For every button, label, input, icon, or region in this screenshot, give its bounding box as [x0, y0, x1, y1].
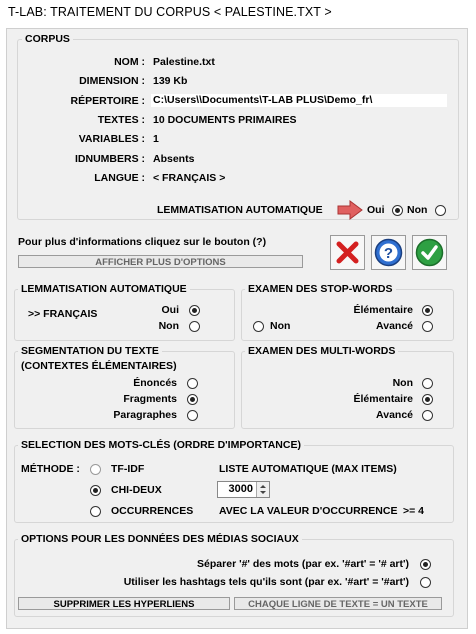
corpus-directory-label: RÉPERTOIRE :: [70, 95, 145, 107]
svg-text:?: ?: [383, 245, 394, 262]
method-occurrences-label: OCCURRENCES: [111, 505, 194, 517]
corpus-dimension-label: DIMENSION :: [79, 75, 145, 87]
corpus-language-label: LANGUE :: [94, 172, 145, 184]
info-text: Pour plus d'informations cliquez sur le bouton (?): [18, 236, 267, 248]
stepper-buttons[interactable]: [256, 482, 269, 497]
segmentation-enonces-label: Énoncés: [133, 377, 177, 389]
segmentation-fragments-label: Fragments: [123, 393, 177, 405]
multiwords-elementaire-label: Élémentaire: [353, 393, 413, 405]
segmentation-enonces-radio[interactable]: [187, 378, 198, 389]
stepper-arrows-icon: [257, 482, 269, 497]
segmentation-paragraphes-radio[interactable]: [187, 410, 198, 421]
lemmatisation-top-non-label: Non: [407, 204, 428, 216]
corpus-directory-field: C:\Users\\Documents\T-LAB PLUS\Demo_fr\: [151, 94, 447, 107]
corpus-variables-value: 1: [153, 133, 159, 145]
lemmatisation-oui-radio[interactable]: [189, 305, 200, 316]
stopwords-elementaire-radio[interactable]: [422, 305, 433, 316]
stopwords-legend: EXAMEN DES STOP-WORDS: [245, 283, 396, 295]
multiwords-elementaire-radio[interactable]: [422, 394, 433, 405]
stopwords-avance-radio[interactable]: [422, 321, 433, 332]
window-title: T-LAB: TRAITEMENT DU CORPUS < PALESTINE.TXT >: [8, 5, 332, 19]
stopwords-non-radio[interactable]: [253, 321, 264, 332]
method-tfidf-label: TF-IDF: [111, 463, 145, 475]
line-as-text-button[interactable]: CHAQUE LIGNE DE TEXTE = UN TEXTE: [234, 597, 442, 610]
social-legend: OPTIONS POUR LES DONNÉES DES MÉDIAS SOCIAUX: [18, 533, 302, 545]
multiwords-legend: EXAMEN DES MULTI-WORDS: [245, 345, 398, 357]
lemmatisation-top-oui-radio[interactable]: [392, 205, 403, 216]
cancel-button[interactable]: [330, 235, 365, 270]
method-chideux-label: CHI-DEUX: [111, 484, 162, 496]
lemmatisation-non-radio[interactable]: [189, 321, 200, 332]
corpus-texts-value: 10 DOCUMENTS PRIMAIRES: [153, 114, 297, 126]
corpus-name-value: Palestine.txt: [153, 56, 215, 68]
max-items-label: LISTE AUTOMATIQUE (MAX ITEMS): [219, 463, 397, 475]
max-items-stepper[interactable]: [217, 481, 270, 498]
social-option2-radio[interactable]: [420, 577, 431, 588]
social-option1-label: Séparer '#' des mots (par ex. '#art' = '# art'): [197, 558, 409, 570]
lemmatisation-non-label: Non: [158, 320, 179, 332]
lemmatisation-legend: LEMMATISATION AUTOMATIQUE: [18, 283, 190, 295]
ok-button[interactable]: [412, 235, 447, 270]
segmentation-legend-line1: SEGMENTATION DU TEXTE: [18, 345, 162, 357]
method-tfidf-radio[interactable]: [90, 464, 101, 475]
method-chideux-radio[interactable]: [90, 485, 101, 496]
multiwords-non-label: Non: [392, 377, 413, 389]
corpus-language-value: < FRANÇAIS >: [153, 172, 226, 184]
arrow-right-icon: [337, 199, 363, 221]
stopwords-non-label: Non: [270, 320, 291, 332]
lemmatisation-top-label: LEMMATISATION AUTOMATIQUE: [157, 204, 323, 216]
social-option2-label: Utiliser les hashtags tels qu'ils sont (par ex. '#art' = '#art'): [123, 576, 409, 588]
corpus-dimension-value: 139 Kb: [153, 75, 188, 87]
stopwords-avance-label: Avancé: [376, 320, 413, 332]
multiwords-avance-label: Avancé: [376, 409, 413, 421]
occurrence-value: >= 4: [403, 505, 425, 517]
main-panel: [6, 28, 468, 629]
corpus-texts-label: TEXTES :: [97, 114, 145, 126]
corpus-idnumbers-label: IDNUMBERS :: [75, 153, 145, 165]
lemmatisation-top-oui-label: Oui: [367, 204, 385, 216]
lemmatisation-top-non-radio[interactable]: [435, 205, 446, 216]
method-occurrences-radio[interactable]: [90, 506, 101, 517]
stopwords-elementaire-label: Élémentaire: [353, 304, 413, 316]
segmentation-paragraphes-label: Paragraphes: [113, 409, 177, 421]
remove-hyperlinks-button[interactable]: SUPPRIMER LES HYPERLIENS: [18, 597, 230, 610]
green-check-icon: [413, 236, 446, 269]
help-question-icon: [372, 236, 405, 269]
max-items-value: 3000: [228, 483, 253, 495]
multiwords-non-radio[interactable]: [422, 378, 433, 389]
occurrence-label: AVEC LA VALEUR D'OCCURRENCE: [219, 505, 398, 517]
corpus-idnumbers-value: Absents: [153, 153, 195, 165]
multiwords-avance-radio[interactable]: [422, 410, 433, 421]
red-x-icon: [331, 236, 364, 269]
corpus-name-label: NOM :: [114, 56, 145, 68]
more-options-button[interactable]: AFFICHER PLUS D'OPTIONS: [18, 255, 303, 268]
method-label: MÉTHODE :: [21, 463, 80, 475]
lemmatisation-oui-label: Oui: [161, 304, 179, 316]
segmentation-legend-line2: (CONTEXTES ÉLÉMENTAIRES): [21, 360, 177, 372]
keywords-legend: SELECTION DES MOTS-CLÉS (ORDRE D'IMPORTANCE): [18, 439, 304, 451]
corpus-variables-label: VARIABLES :: [78, 133, 145, 145]
corpus-legend: CORPUS: [22, 33, 73, 45]
lemmatisation-language: >> FRANÇAIS: [28, 308, 98, 320]
help-button[interactable]: [371, 235, 406, 270]
segmentation-fragments-radio[interactable]: [187, 394, 198, 405]
social-option1-radio[interactable]: [420, 559, 431, 570]
